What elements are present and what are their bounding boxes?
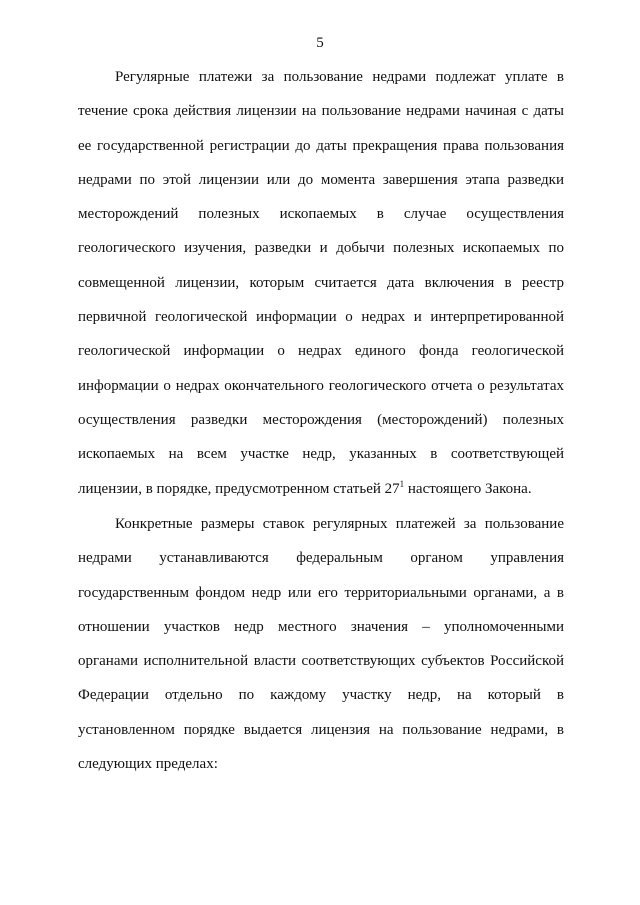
paragraph-line: информации о недрах окончательного геологического отчета о результатах <box>78 377 564 394</box>
paragraph-line: государственным фондом недр или его территориальными органами, а в <box>78 584 564 601</box>
paragraph-line: Регулярные платежи за пользование недрами подлежат уплате в <box>115 69 564 85</box>
paragraph-last-line: следующих пределах: <box>78 756 218 773</box>
paragraph-line: осуществления разведки месторождения (месторождений) полезных <box>78 411 564 428</box>
paragraph-line: месторождений полезных ископаемых в случае осуществления <box>78 206 564 223</box>
paragraph-text: настоящего Закона. <box>404 480 532 497</box>
paragraph-line: совмещенной лицензии, которым считается дата включения в реестр <box>78 274 564 291</box>
paragraph-line: геологической информации о недрах единого фонда геологической <box>78 343 564 360</box>
paragraph-text: лицензии, в порядке, предусмотренном статьей 27 <box>78 480 400 497</box>
superscript-article-number: 1 <box>399 478 405 489</box>
paragraph-line: Конкретные размеры ставок регулярных платежей за пользование <box>115 516 564 532</box>
paragraph-line: ископаемых на всем участке недр, указанных в соответствующей <box>78 446 564 463</box>
paragraph-line: первичной геологической информации о недрах и интерпретированной <box>78 309 564 326</box>
paragraph-line: Федерации отдельно по каждому участку недр, на который в <box>78 687 564 704</box>
paragraph-line: установленном порядке выдается лицензия на пользование недрами, в <box>78 721 564 738</box>
page-number: 5 <box>316 35 324 51</box>
paragraph-line: геологического изучения, разведки и добычи полезных ископаемых по <box>78 240 564 257</box>
paragraph-line: ее государственной регистрации до даты прекращения права пользования <box>78 137 564 154</box>
paragraph-line: органами исполнительной власти соответствующих субъектов Российской <box>78 653 564 670</box>
paragraph-line: течение срока действия лицензии на пользование недрами начиная с даты <box>78 103 564 120</box>
paragraph-line: недрами устанавливаются федеральным органом управления <box>78 550 564 567</box>
paragraph-line: отношении участков недр местного значения – уполномоченными <box>78 618 564 635</box>
paragraph-last-line <box>78 480 564 514</box>
paragraph-regular-payments <box>78 68 564 514</box>
paragraph-line: недрами по этой лицензии или до момента завершения этапа разведки <box>78 171 564 188</box>
paragraph-rate-amounts <box>78 515 564 789</box>
